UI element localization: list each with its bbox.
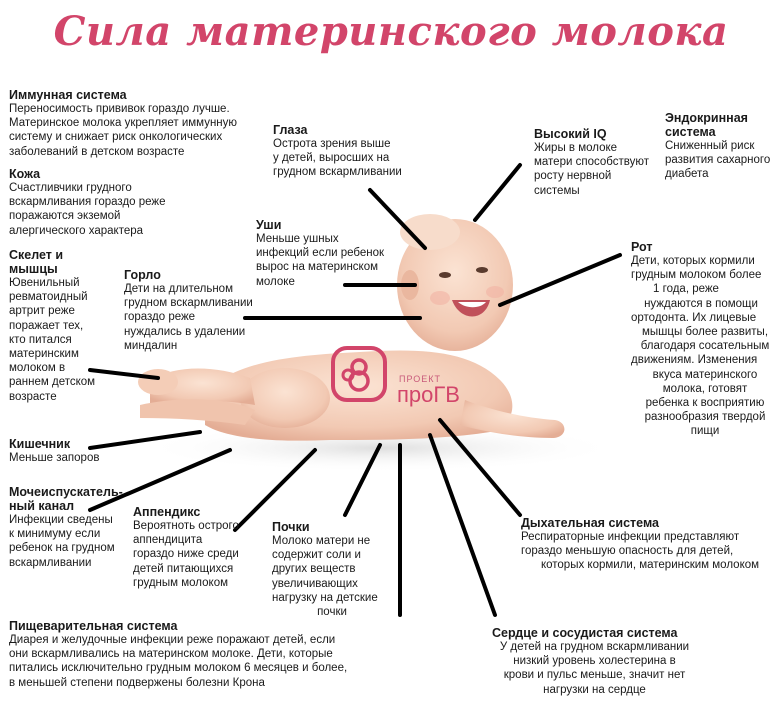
ears-text-line: молоке bbox=[256, 275, 295, 288]
throat-heading: Горло bbox=[124, 268, 161, 282]
immune-text-line: Переносимость прививок гораздо лучше. bbox=[9, 103, 230, 115]
urinary-heading: Мочеиспускатель- bbox=[9, 485, 123, 499]
skeleton-text-line: ревматоидный bbox=[9, 291, 88, 304]
endocrine-text-line: развития сахарного bbox=[665, 154, 771, 167]
skin-text-line: поражаются экземой bbox=[9, 210, 121, 223]
iq-text-line: матери способствуют bbox=[534, 156, 649, 169]
heart-text-line: низкий уровень холестерина в bbox=[513, 655, 676, 668]
ears-heading: Уши bbox=[256, 218, 282, 232]
block-endocrine bbox=[665, 111, 780, 182]
intestine-heading: Кишечник bbox=[9, 437, 71, 451]
ears-text-line: вырос на материнском bbox=[256, 261, 379, 274]
ears-text-line: инфекций если ребенок bbox=[256, 247, 385, 260]
eyes-heading: Глаза bbox=[273, 123, 308, 137]
eyes-text-line: Острота зрения выше bbox=[273, 138, 391, 150]
heart-heading: Сердце и сосудистая система bbox=[492, 626, 678, 640]
kidneys-text-line: Молоко матери не bbox=[272, 535, 371, 547]
block-appendix bbox=[133, 505, 258, 590]
block-heart bbox=[492, 626, 707, 697]
mouth-text-line: ортодонта. Их лицевые bbox=[631, 311, 757, 324]
block-ears bbox=[256, 218, 406, 289]
digestive-text-line: в меньшей степени подвержены болезни Крона bbox=[9, 676, 265, 689]
logo-text-small: ПРОЕКТ bbox=[399, 374, 442, 384]
kidneys-heading: Почки bbox=[272, 520, 310, 534]
appendix-text-line: аппендицита bbox=[133, 534, 203, 547]
skeleton-text-line: раннем детском bbox=[9, 376, 96, 389]
block-skin bbox=[9, 167, 209, 238]
digestive-text-line: они вскармливались на материнском молоке. Дети, которые bbox=[9, 648, 333, 661]
immune-heading: Иммунная система bbox=[9, 88, 127, 102]
mouth-text-line: 1 года, реже bbox=[653, 283, 719, 296]
block-eyes bbox=[273, 123, 423, 180]
block-intestine bbox=[9, 437, 129, 465]
throat-text-line: миндалин bbox=[124, 339, 178, 352]
appendix-text-line: грудным молоком bbox=[133, 576, 229, 589]
mouth-heading: Рот bbox=[631, 240, 653, 254]
line-mouth bbox=[500, 255, 620, 305]
eyes-text-line: у детей, выросших на bbox=[273, 152, 390, 165]
mouth-text-line: мышцы более развиты, bbox=[641, 326, 769, 339]
skeleton-text-line: молоком в bbox=[9, 362, 66, 375]
iq-text-line: Жиры в молоке bbox=[534, 142, 618, 154]
digestive-text-line: питались исключительно грудным молоком 6 месяцев и более, bbox=[9, 662, 348, 675]
endocrine-text-line: Сниженный риск bbox=[665, 140, 755, 152]
block-kidneys bbox=[272, 520, 397, 619]
kidneys-text-line: нагрузку на детские bbox=[272, 591, 378, 604]
skin-text-line: Счастливчики грудного bbox=[9, 182, 132, 194]
respiratory-text-line: Респираторные инфекции представляют bbox=[521, 531, 740, 543]
mouth-text-line: благодаря сосательным bbox=[640, 340, 770, 353]
throat-text-line: Дети на длительном bbox=[124, 283, 233, 295]
iq-text-line: системы bbox=[534, 184, 580, 197]
immune-text-line: Материнское молока укрепляет иммунную bbox=[9, 117, 238, 130]
block-immune bbox=[9, 88, 279, 159]
line-iq bbox=[475, 165, 520, 220]
mouth-text-line: Дети, которых кормили bbox=[631, 255, 755, 267]
logo-text-big: проГВ bbox=[397, 382, 460, 407]
urinary-heading: ный канал bbox=[9, 499, 75, 513]
appendix-text-line: гораздо ниже среди bbox=[133, 548, 239, 561]
block-urinary bbox=[9, 485, 139, 570]
eyes-text-line: грудном вскармливании bbox=[273, 166, 402, 179]
respiratory-heading: Дыхательная система bbox=[521, 516, 659, 530]
kidneys-text-line: почки bbox=[317, 606, 347, 619]
intestine-text-line: Меньше запоров bbox=[9, 452, 100, 464]
throat-text-line: грудном вскармливании bbox=[124, 297, 253, 310]
mouth-text-line: движениям. Изменения bbox=[631, 354, 758, 367]
mouth-text-line: ребенка к восприятию bbox=[645, 397, 765, 410]
urinary-text-line: вскармливании bbox=[9, 556, 92, 569]
block-digestive bbox=[9, 619, 379, 690]
immune-text-line: заболеваний в детском возрасте bbox=[9, 145, 185, 158]
block-throat bbox=[124, 268, 264, 353]
skeleton-text-line: Ювенильный bbox=[9, 277, 80, 289]
line-heart bbox=[430, 435, 495, 615]
throat-text-line: гораздо реже bbox=[124, 311, 196, 324]
mouth-text-line: молока, готовят bbox=[662, 382, 748, 395]
skeleton-heading: мышцы bbox=[9, 262, 58, 276]
heart-text-line: нагрузки на сердце bbox=[543, 683, 646, 696]
mouth-text-line: нуждаются в помощи bbox=[644, 297, 758, 310]
skeleton-text-line: поражает тех, bbox=[9, 319, 84, 332]
immune-text-line: систему и снижает риск онкологических bbox=[9, 131, 223, 144]
skeleton-text-line: материнским bbox=[9, 348, 79, 361]
skeleton-text-line: артрит реже bbox=[9, 305, 75, 318]
respiratory-text-line: которых кормили, материнским молоком bbox=[540, 559, 760, 572]
mouth-text-line: разнообразия твердой bbox=[644, 411, 766, 424]
kidneys-text-line: содержит соли и bbox=[272, 549, 361, 562]
skin-heading: Кожа bbox=[9, 167, 41, 181]
urinary-text-line: ребенок на грудном bbox=[9, 542, 115, 555]
skeleton-text-line: кто питался bbox=[9, 333, 72, 346]
endocrine-heading: система bbox=[665, 125, 716, 139]
iq-text-line: росту нервной bbox=[534, 170, 612, 183]
urinary-text-line: к минимуму если bbox=[9, 528, 101, 541]
mouth-text-line: вкуса материнского bbox=[652, 368, 758, 381]
line-kidneys bbox=[345, 445, 380, 515]
endocrine-text-line: диабета bbox=[665, 168, 709, 181]
mouth-text-line: грудным молоком более bbox=[631, 269, 762, 282]
skin-text-line: вскармливания гораздо реже bbox=[9, 196, 166, 209]
urinary-text-line: Инфекции сведены bbox=[9, 514, 113, 526]
skeleton-text-line: возрасте bbox=[9, 390, 57, 403]
iq-heading: Высокий IQ bbox=[534, 127, 607, 141]
appendix-text-line: детей питающихся bbox=[133, 562, 234, 575]
page-title: Сила материнского молока bbox=[53, 8, 729, 55]
endocrine-heading: Эндокринная bbox=[665, 111, 748, 125]
heart-text-line: У детей на грудном вскармливании bbox=[499, 641, 690, 653]
respiratory-text-line: гораздо меньшую опасность для детей, bbox=[521, 545, 734, 558]
block-iq bbox=[534, 127, 664, 198]
kidneys-text-line: увеличивающих bbox=[272, 577, 358, 590]
block-mouth bbox=[631, 240, 779, 439]
kidneys-text-line: других веществ bbox=[272, 563, 356, 576]
mouth-text-line: пищи bbox=[690, 425, 720, 438]
appendix-text-line: Вероятноть острого bbox=[133, 520, 239, 532]
block-skeleton bbox=[9, 248, 119, 404]
appendix-heading: Аппендикс bbox=[133, 505, 201, 519]
skeleton-heading: Скелет и bbox=[9, 248, 64, 262]
heart-text-line: крови и пульс меньше, значит нет bbox=[503, 669, 686, 682]
block-respiratory bbox=[521, 516, 779, 573]
skin-text-line: алергического характера bbox=[9, 224, 144, 237]
digestive-heading: Пищеварительная система bbox=[9, 619, 178, 633]
throat-text-line: нуждались в удалении bbox=[124, 325, 246, 338]
digestive-text-line: Диарея и желудочные инфекции реже поражают детей, если bbox=[9, 634, 336, 646]
ears-text-line: Меньше ушных bbox=[256, 233, 339, 245]
